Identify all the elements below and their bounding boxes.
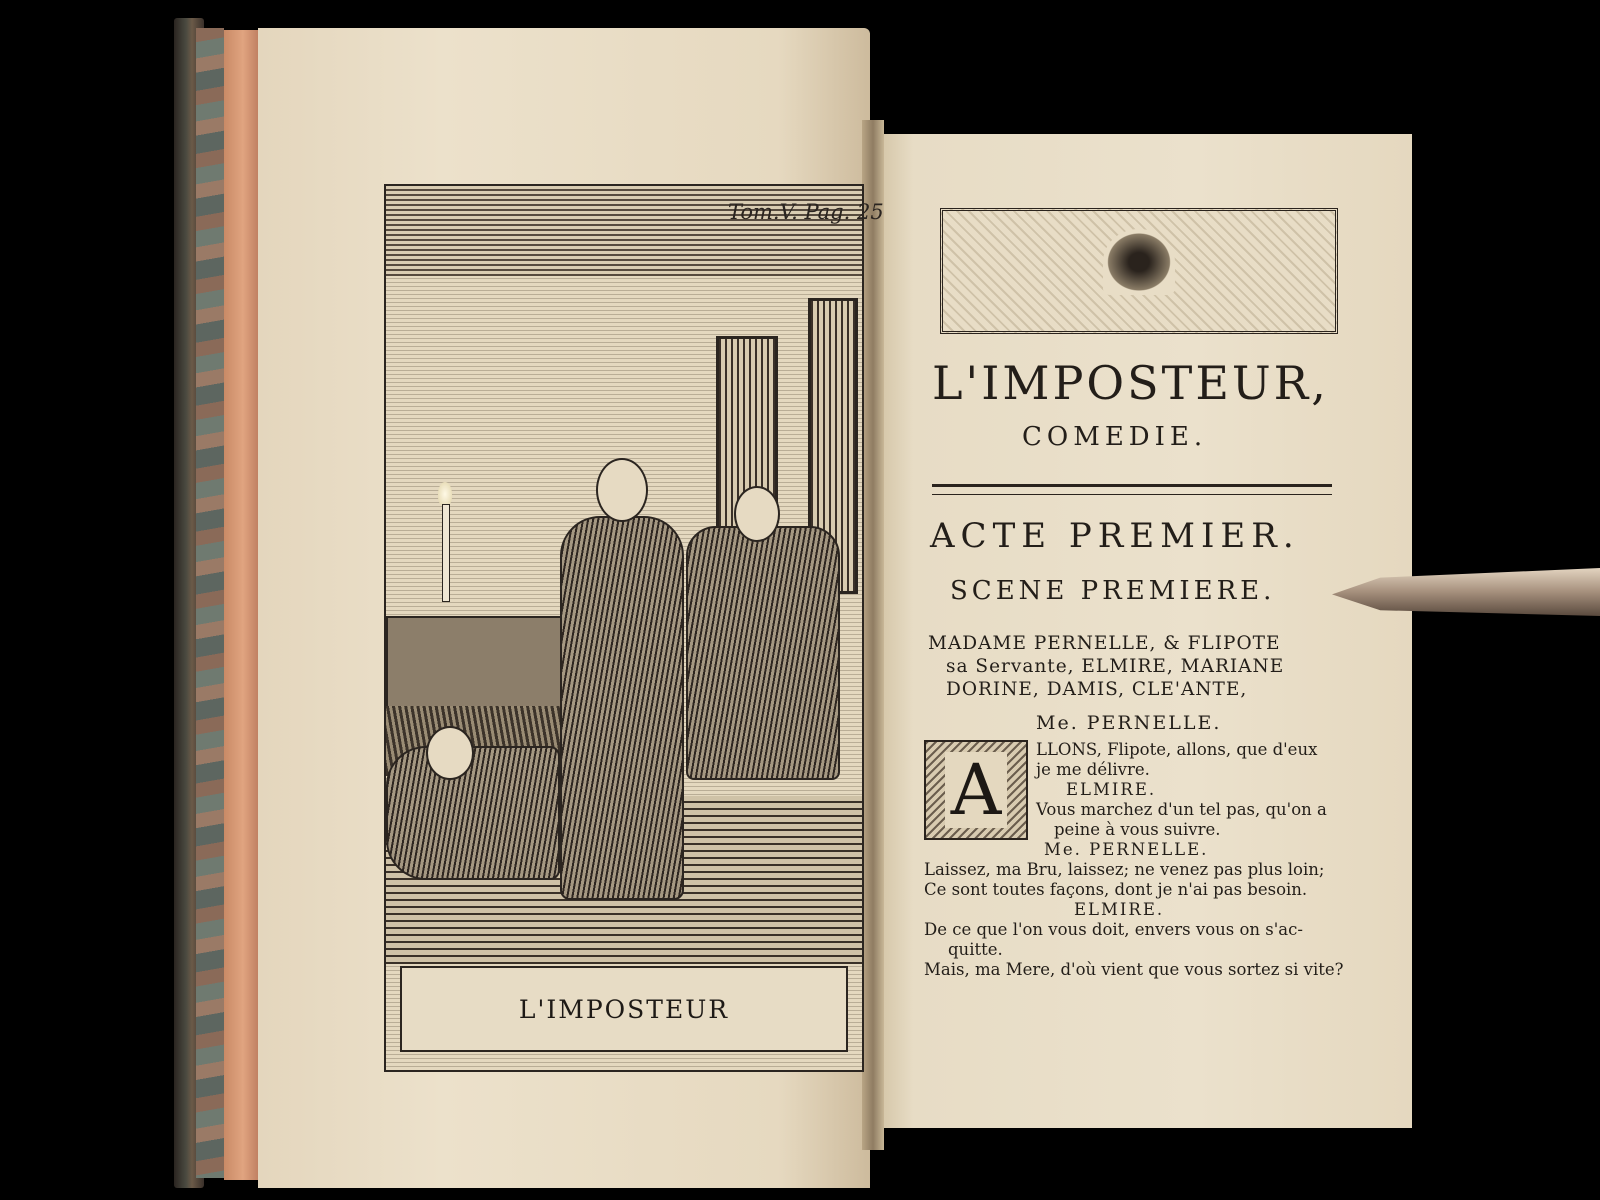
verse-line: Mais, ma Mere, d'où vient que vous sortez si vite? [924,960,1344,979]
verse-speaker: Me. PERNELLE. [1044,840,1209,859]
plate-caption: L'IMPOSTEUR [518,994,730,1024]
cast-line: DORINE, DAMIS, CLE'ANTE, [946,679,1248,700]
plate-mark: Tom.V. Pag. 25 [728,200,884,224]
play-subtitle: COMEDIE. [1022,422,1208,452]
woman-head [596,458,648,522]
page-edges [224,30,262,1180]
cast-line: sa Servante, ELMIRE, MARIANE [946,656,1285,677]
book-gutter [862,120,884,1150]
headpiece-ornament [940,208,1338,334]
marbled-endpaper [196,28,224,1178]
drop-cap [924,740,1028,840]
title-rule [932,484,1332,495]
first-speaker: Me. PERNELLE. [1036,712,1222,734]
hidden-man-figure [386,746,560,880]
verse-line: je me délivre. [1036,760,1150,779]
verse-line: LLONS, Flipote, allons, que d'eux [1036,740,1318,759]
man-figure [686,526,840,780]
woman-figure [560,516,684,900]
plate-caption-box [400,966,848,1052]
cast-line: MADAME PERNELLE, & FLIPOTE [928,633,1281,654]
engraving-plate [384,184,864,1072]
verse-speaker: ELMIRE. [1066,780,1157,799]
verse-line: Ce sont toutes façons, dont je n'ai pas besoin. [924,880,1308,899]
act-heading: ACTE PREMIER. [930,516,1300,556]
verse-line: De ce que l'on vous doit, envers vous on s'ac- [924,920,1303,939]
drop-cap-letter: A [945,752,1008,828]
candle-flame [438,482,452,506]
engraved-table [386,616,574,710]
verse-line: quitte. [948,940,1003,959]
candle [442,504,450,602]
verse-line: Laissez, ma Bru, laissez; ne venez pas plus loin; [924,860,1325,879]
play-title: L'IMPOSTEUR, [932,356,1329,410]
verse-line: peine à vous suivre. [1054,820,1221,839]
scene-heading: SCENE PREMIERE. [950,576,1276,606]
fruit-basket-ornament [1103,229,1175,295]
verse-line: Vous marchez d'un tel pas, qu'on a [1036,800,1327,819]
verse-speaker: ELMIRE. [1074,900,1165,919]
man-head [734,486,780,542]
cast-list [928,632,1284,701]
hidden-man-head [426,726,474,780]
